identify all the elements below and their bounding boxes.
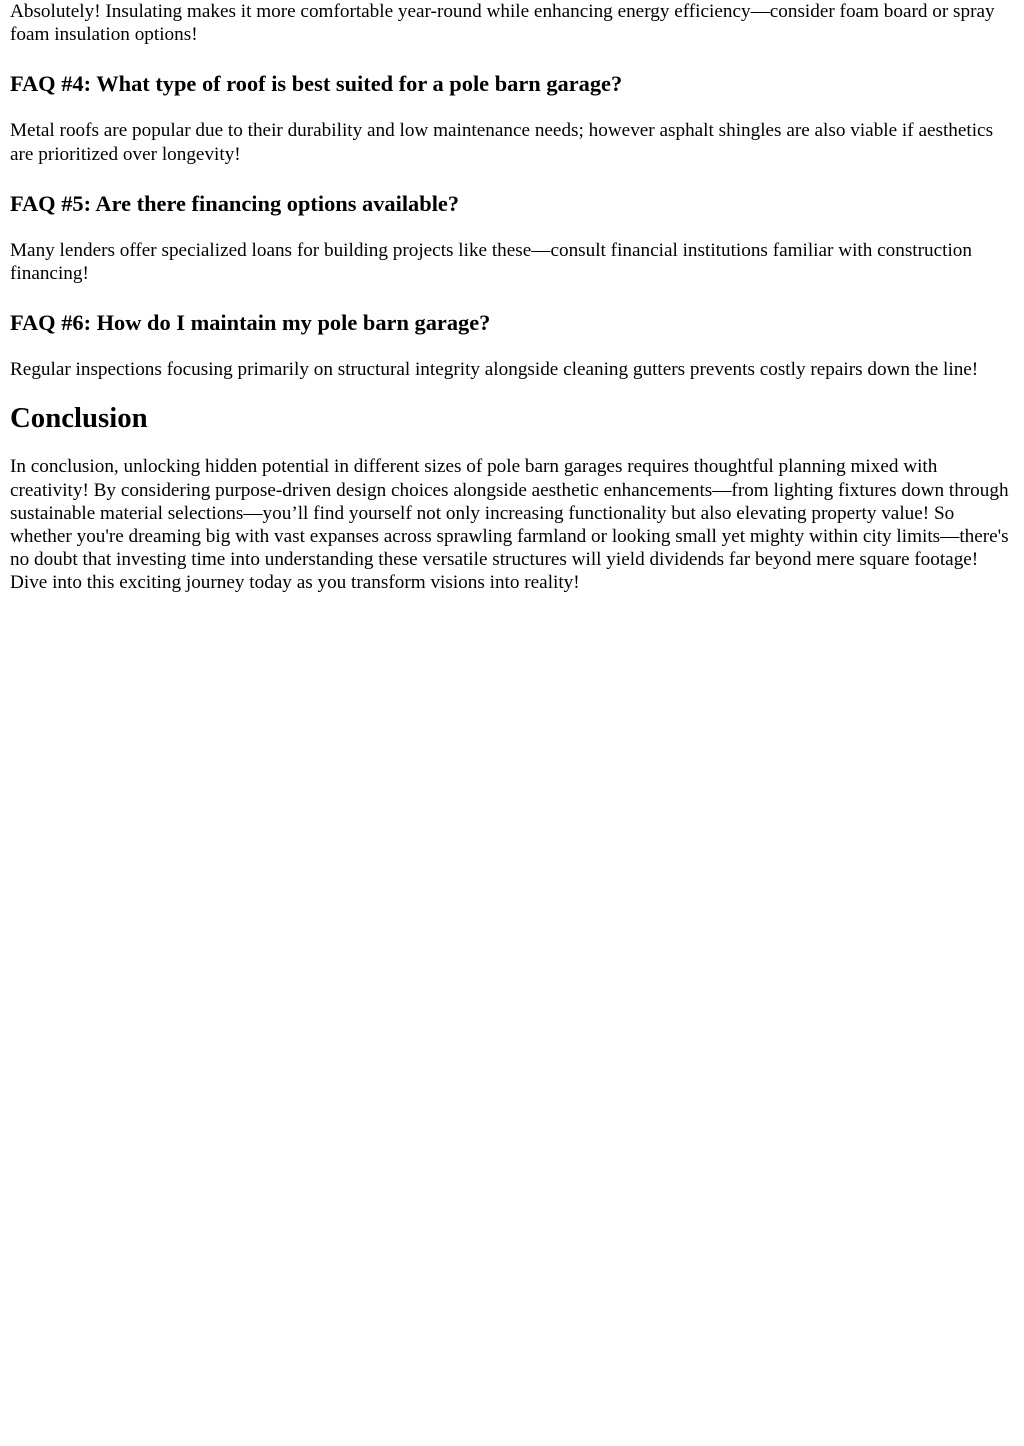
conclusion-heading: Conclusion [10,402,148,435]
faq-6-answer: Regular inspections focusing primarily on structural integrity alongside cleaning gutters prevents costly repairs down the line! [10,359,979,381]
faq-5-question: FAQ #5: Are there financing options available? [10,190,460,216]
faq-3-answer: Absolutely! Insulating makes it more comfortable year-round while enhancing energy efficiency—consider foam board or spray foam insulation options! [10,1,995,46]
faq-6-question: FAQ #6: How do I maintain my pole barn garage? [10,310,491,336]
conclusion-paragraph: In conclusion, unlocking hidden potential in different sizes of pole barn garages requires thoughtful planning mixed with creativity! By considering purpose-driven design choices alongside aesthetic enhancements—from lighting fixtures down through sustainable material selections—you’ll find yourself not only increasing functionality but also elevating property value! So whether you're dreaming big with vast expanses across sprawling farmland or looking small yet mighty within city limits—there's no doubt that investing time into understanding these versatile structures will yield dividends far beyond mere square footage! Dive into this exciting journey today as you transform visions into reality! [10,456,1009,594]
article-body [0,0,1024,595]
faq-5-answer: Many lenders offer specialized loans for building projects like these—consult financial institutions familiar with construction financing! [10,239,972,285]
faq-4-question: FAQ #4: What type of roof is best suited for a pole barn garage? [10,71,623,97]
faq-4-answer: Metal roofs are popular due to their durability and low maintenance needs; however asphalt shingles are also viable if aesthetics are prioritized over longevity! [10,120,994,165]
